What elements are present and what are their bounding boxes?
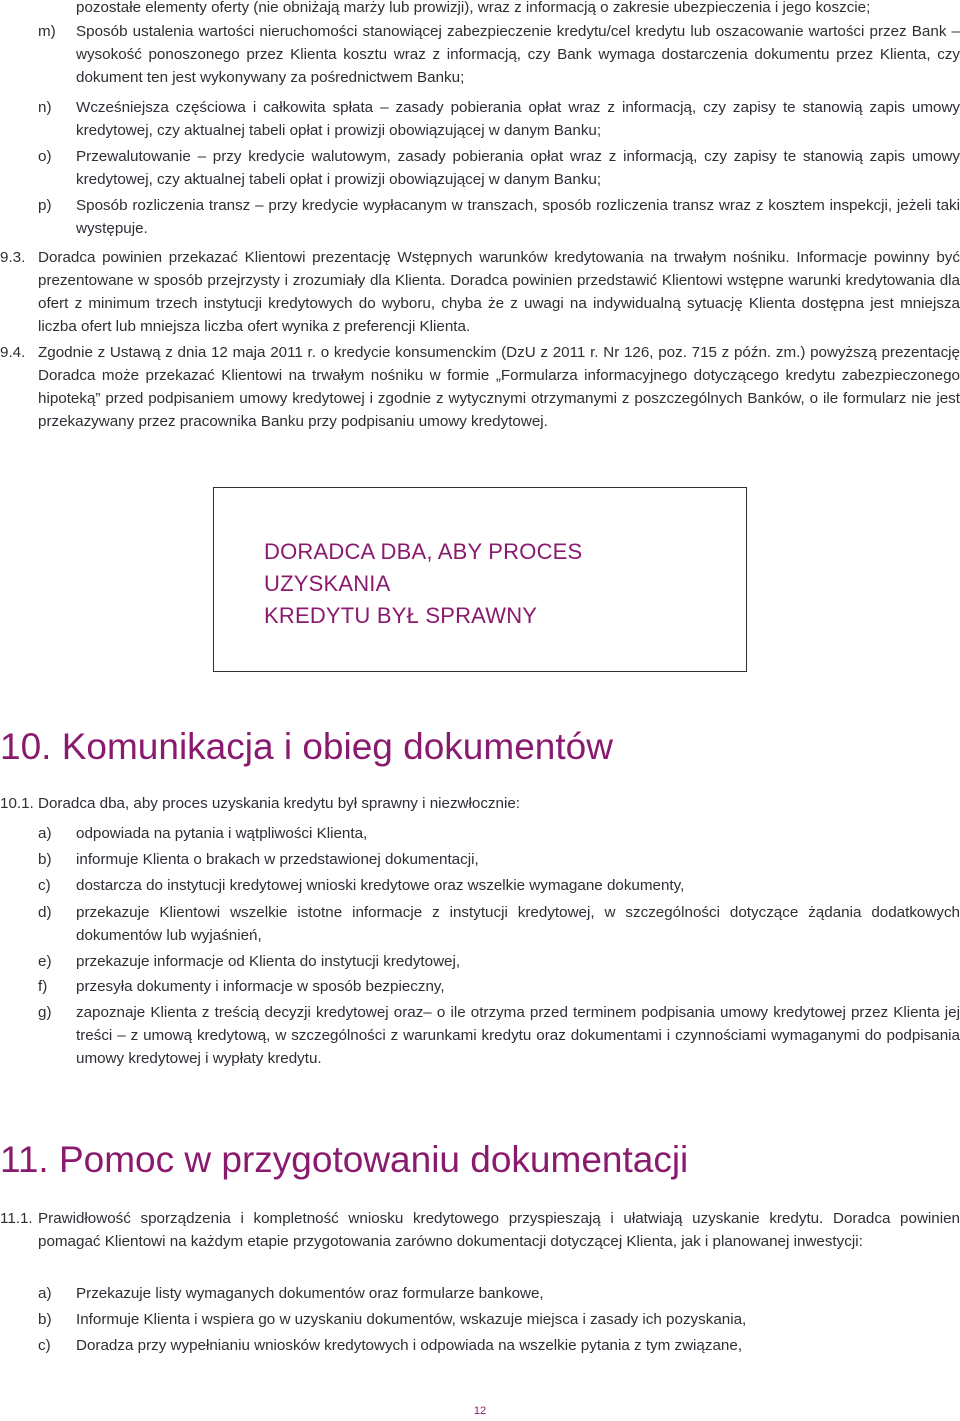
section-text: Prawidłowość sporządzenia i kompletność wniosku kredytowego przyspieszają i ułatwiają uzyskanie kredytu. Doradca powinien pomagać Klientowi na każdym etapie przygotowania zarówno dokumentacji dotyczącej Klienta, jak i planowanej inwestycji: (38, 1210, 960, 1250)
list-item-f (38, 975, 960, 998)
list-text: przesyła dokumenty i informacje w sposób bezpieczny, (76, 978, 445, 995)
list-letter: b) (38, 1311, 52, 1328)
callout-box (213, 487, 747, 672)
callout-line: DORADCA DBA, ABY PROCES UZYSKANIA (264, 539, 583, 596)
section-text: Doradca dba, aby proces uzyskania kredytu był sprawny i niezwłocznie: (38, 795, 521, 812)
list-text: informuje Klienta o brakach w przedstawionej dokumentacji, (76, 851, 479, 868)
section-number: 9.4. (0, 344, 26, 361)
section-9-4 (0, 341, 960, 433)
list-letter: a) (38, 825, 52, 842)
list-letter: d) (38, 904, 52, 921)
list-letter: a) (38, 1285, 52, 1302)
list-letter: m) (38, 23, 56, 40)
list-letter: p) (38, 197, 52, 214)
callout-line: KREDYTU BYŁ SPRAWNY (264, 603, 538, 628)
list-item-c (38, 1334, 960, 1357)
list-text: odpowiada na pytania i wątpliwości Klienta, (76, 825, 368, 842)
list-item-o (38, 145, 960, 191)
section-11-1 (0, 1207, 960, 1253)
list-letter: c) (38, 1337, 51, 1354)
list-letter: n) (38, 99, 52, 116)
section-number: 10.1. (0, 795, 34, 812)
list-item-p (38, 194, 960, 240)
list-item-b (38, 848, 960, 871)
list-text: przekazuje Klientowi wszelkie istotne informacje z instytucji kredytowej, w szczególności dotyczące żądania dodatkowych dokumentów lub wyjaśnień, (76, 904, 960, 944)
list-text: Doradza przy wypełnianiu wniosków kredytowych i odpowiada na wszelkie pytania z tym związane, (76, 1337, 743, 1354)
list-letter: b) (38, 851, 52, 868)
section-text: Doradca powinien przekazać Klientowi prezentację Wstępnych warunków kredytowania na trwałym nośniku. Informacje powinny być prezentowane w sposób przejrzysty i zrozumiały dla Klienta. Doradca powinien przedstawić Klientowi wstępne warunki kredytowania dla ofert z minimum trzech instytucji kredytowych do wyboru, chyba że z uwagi na indywidualną sytuację Klienta dostępna jest mniejsza liczba ofert lub mniejsza liczba ofert wynika z preferencji Klienta. (38, 249, 960, 335)
list-text: zapoznaje Klienta z treścią decyzji kredytowej oraz– o ile otrzyma przed terminem podpisania umowy kredytowej przez Klienta jej treści – z umową kredytową, w szczególności z warunkami kredytu oraz dokumentami i czynnościami wymaganymi do podpisania umowy kredytowej i wypłaty kredytu. (76, 1004, 960, 1067)
section-number: 9.3. (0, 249, 26, 266)
list-item-c (38, 874, 960, 897)
continuation-text: pozostałe elementy oferty (nie obniżają marży lub prowizji), wraz z informacją o zakresie ubezpieczenia i jego koszcie; (76, 0, 871, 16)
list-text: przekazuje informacje od Klienta do instytucji kredytowej, (76, 953, 461, 970)
list-item-n (38, 96, 960, 142)
list-text: Wcześniejsza częściowa i całkowita spłata – zasady pobierania opłat wraz z informacją, czy zapisy te stanowią zapis umowy kredytowej, czy aktualnej tabeli opłat i prowizji obowiązującej w danym Banku; (76, 99, 960, 139)
section-9-3 (0, 246, 960, 338)
list-item-g (38, 1001, 960, 1070)
list-letter: o) (38, 148, 52, 165)
list-item-m (38, 20, 960, 89)
section-10-1 (0, 792, 960, 815)
list-text: Informuje Klienta i wspiera go w uzyskaniu dokumentów, wskazuje miejsca i zasady ich pozyskania, (76, 1311, 747, 1328)
list-item-b (38, 1308, 960, 1331)
section-heading-11: 11. Pomoc w przygotowaniu dokumentacji (0, 1139, 689, 1180)
list-letter: f) (38, 978, 48, 995)
section-heading-10: 10. Komunikacja i obieg dokumentów (0, 726, 613, 767)
list-letter: g) (38, 1004, 52, 1021)
page-number: 12 (473, 1405, 487, 1417)
list-text: Sposób ustalenia wartości nieruchomości stanowiącej zabezpieczenie kredytu/cel kredytu lub oszacowanie wartości przez Bank – wysokość ponoszonego przez Klienta kosztu wraz z informacją, czy Bank wymaga dostarczenia dokumentu przez Klienta, czy dokument ten jest wykonywany za pośrednictwem Banku; (76, 23, 960, 86)
list-letter: c) (38, 877, 51, 894)
list-item-a (38, 1282, 960, 1305)
list-text: Przekazuje listy wymaganych dokumentów oraz formularze bankowe, (76, 1285, 544, 1302)
list-text: Sposób rozliczenia transz – przy kredycie wypłacanym w transzach, sposób rozliczenia transz wraz z kosztem inspekcji, jeżeli taki występuje. (76, 197, 960, 237)
list-text: dostarcza do instytucji kredytowej wnioski kredytowe oraz wszelkie wymagane dokumenty, (76, 877, 685, 894)
list-item-e (38, 950, 960, 973)
list-text: Przewalutowanie – przy kredycie walutowym, zasady pobierania opłat wraz z informacją, czy zapisy te stanowią zapis umowy kredytowej, czy aktualnej tabeli opłat i prowizji obowiązującej w danym Banku; (76, 148, 960, 188)
section-number: 11.1. (0, 1210, 33, 1227)
callout-text (264, 536, 704, 632)
list-item-d (38, 901, 960, 947)
list-item-a (38, 822, 960, 845)
list-letter: e) (38, 953, 52, 970)
section-text: Zgodnie z Ustawą z dnia 12 maja 2011 r. o kredycie konsumenckim (DzU z 2011 r. Nr 126, poz. 715 z późn. zm.) powyższą prezentację Doradca może przekazać Klientowi na trwałym nośniku w formie „Formularza informacyjnego dotyczącego kredytu zabezpieczonego hipoteką” przed podpisaniem umowy kredytowej i zgodnie z wytycznymi otrzymanymi z poszczególnych Banków, o ile formularz nie jest przekazywany przez pracownika Banku przy podpisaniu umowy kredytowej. (38, 344, 960, 430)
